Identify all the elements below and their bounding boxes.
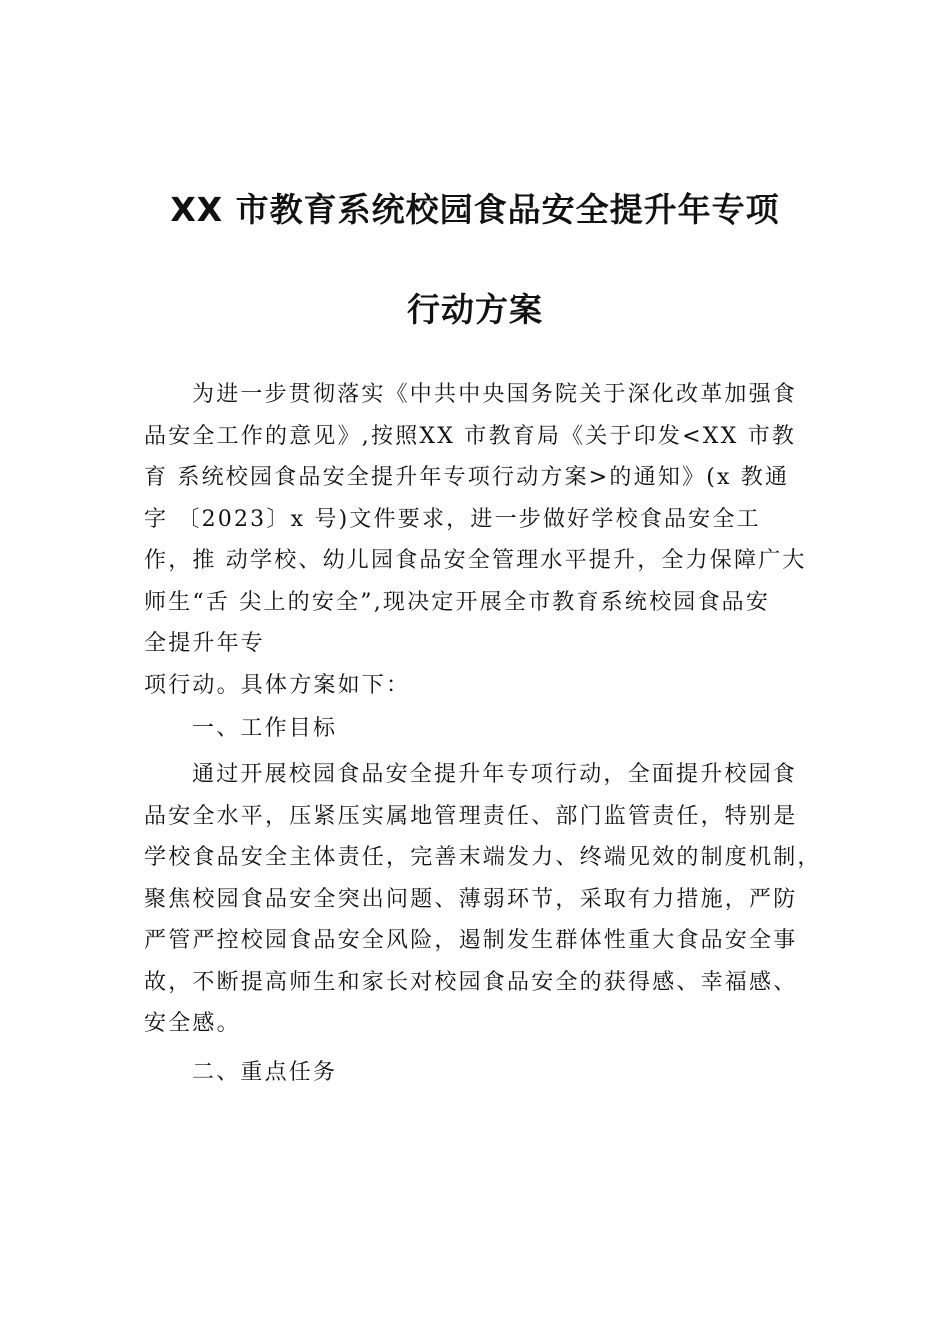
intro-line: 品安全工作的意见》,按照XX 市教育局《关于印发<XX 市教 [144,423,797,449]
intro-line: 育 系统校园食品安全提升年专项行动方案>的通知》(x 教通 [144,465,790,490]
section-heading-goals [144,708,814,750]
document-title-line-1: XX 市教育系统校园食品安全提升年专项 [170,190,780,229]
section-heading-text: 一、工作目标 [192,716,338,741]
intro-line: 师生“舌 尖上的安全”,现决定开展全市教育系统校园食品安 [144,589,771,615]
goals-paragraph [144,754,822,1045]
intro-line: 项行动。具体方案如下： [144,672,411,698]
section-heading-text: 二、重点任务 [192,1060,338,1085]
intro-line: 字 〔2023〕x 号)文件要求，进一步做好学校食品安全工 [144,506,761,532]
intro-line: 为进一步贯彻落实《中共中央国务院关于深化改革加强食 [192,382,798,407]
intro-line: 作，推 动学校、幼儿园食品安全管理水平提升，全力保障广大 [144,548,807,573]
document-title-line-2: 行动方案 [407,290,543,329]
section-heading-tasks [144,1052,814,1094]
goal-line: 聚焦校园食品安全突出问题、薄弱环节，采取有力措施，严防 [144,886,798,912]
goal-line: 严管严控校园食品安全风险，遏制发生群体性重大食品安全事 [144,928,798,953]
intro-paragraph [144,374,814,706]
goal-line: 故，不断提高师生和家长对校园食品安全的获得感、幸福感、 [144,969,798,995]
goal-line: 学校食品安全主体责任，完善末端发力、终端见效的制度机制， [144,845,822,870]
intro-line: 全提升年专 [144,631,266,656]
goal-line: 通过开展校园食品安全提升年专项行动，全面提升校园食 [192,762,798,787]
goal-line: 安全感。 [144,1011,241,1036]
goal-line: 品安全水平，压紧压实属地管理责任、部门监管责任，特别是 [144,803,798,829]
